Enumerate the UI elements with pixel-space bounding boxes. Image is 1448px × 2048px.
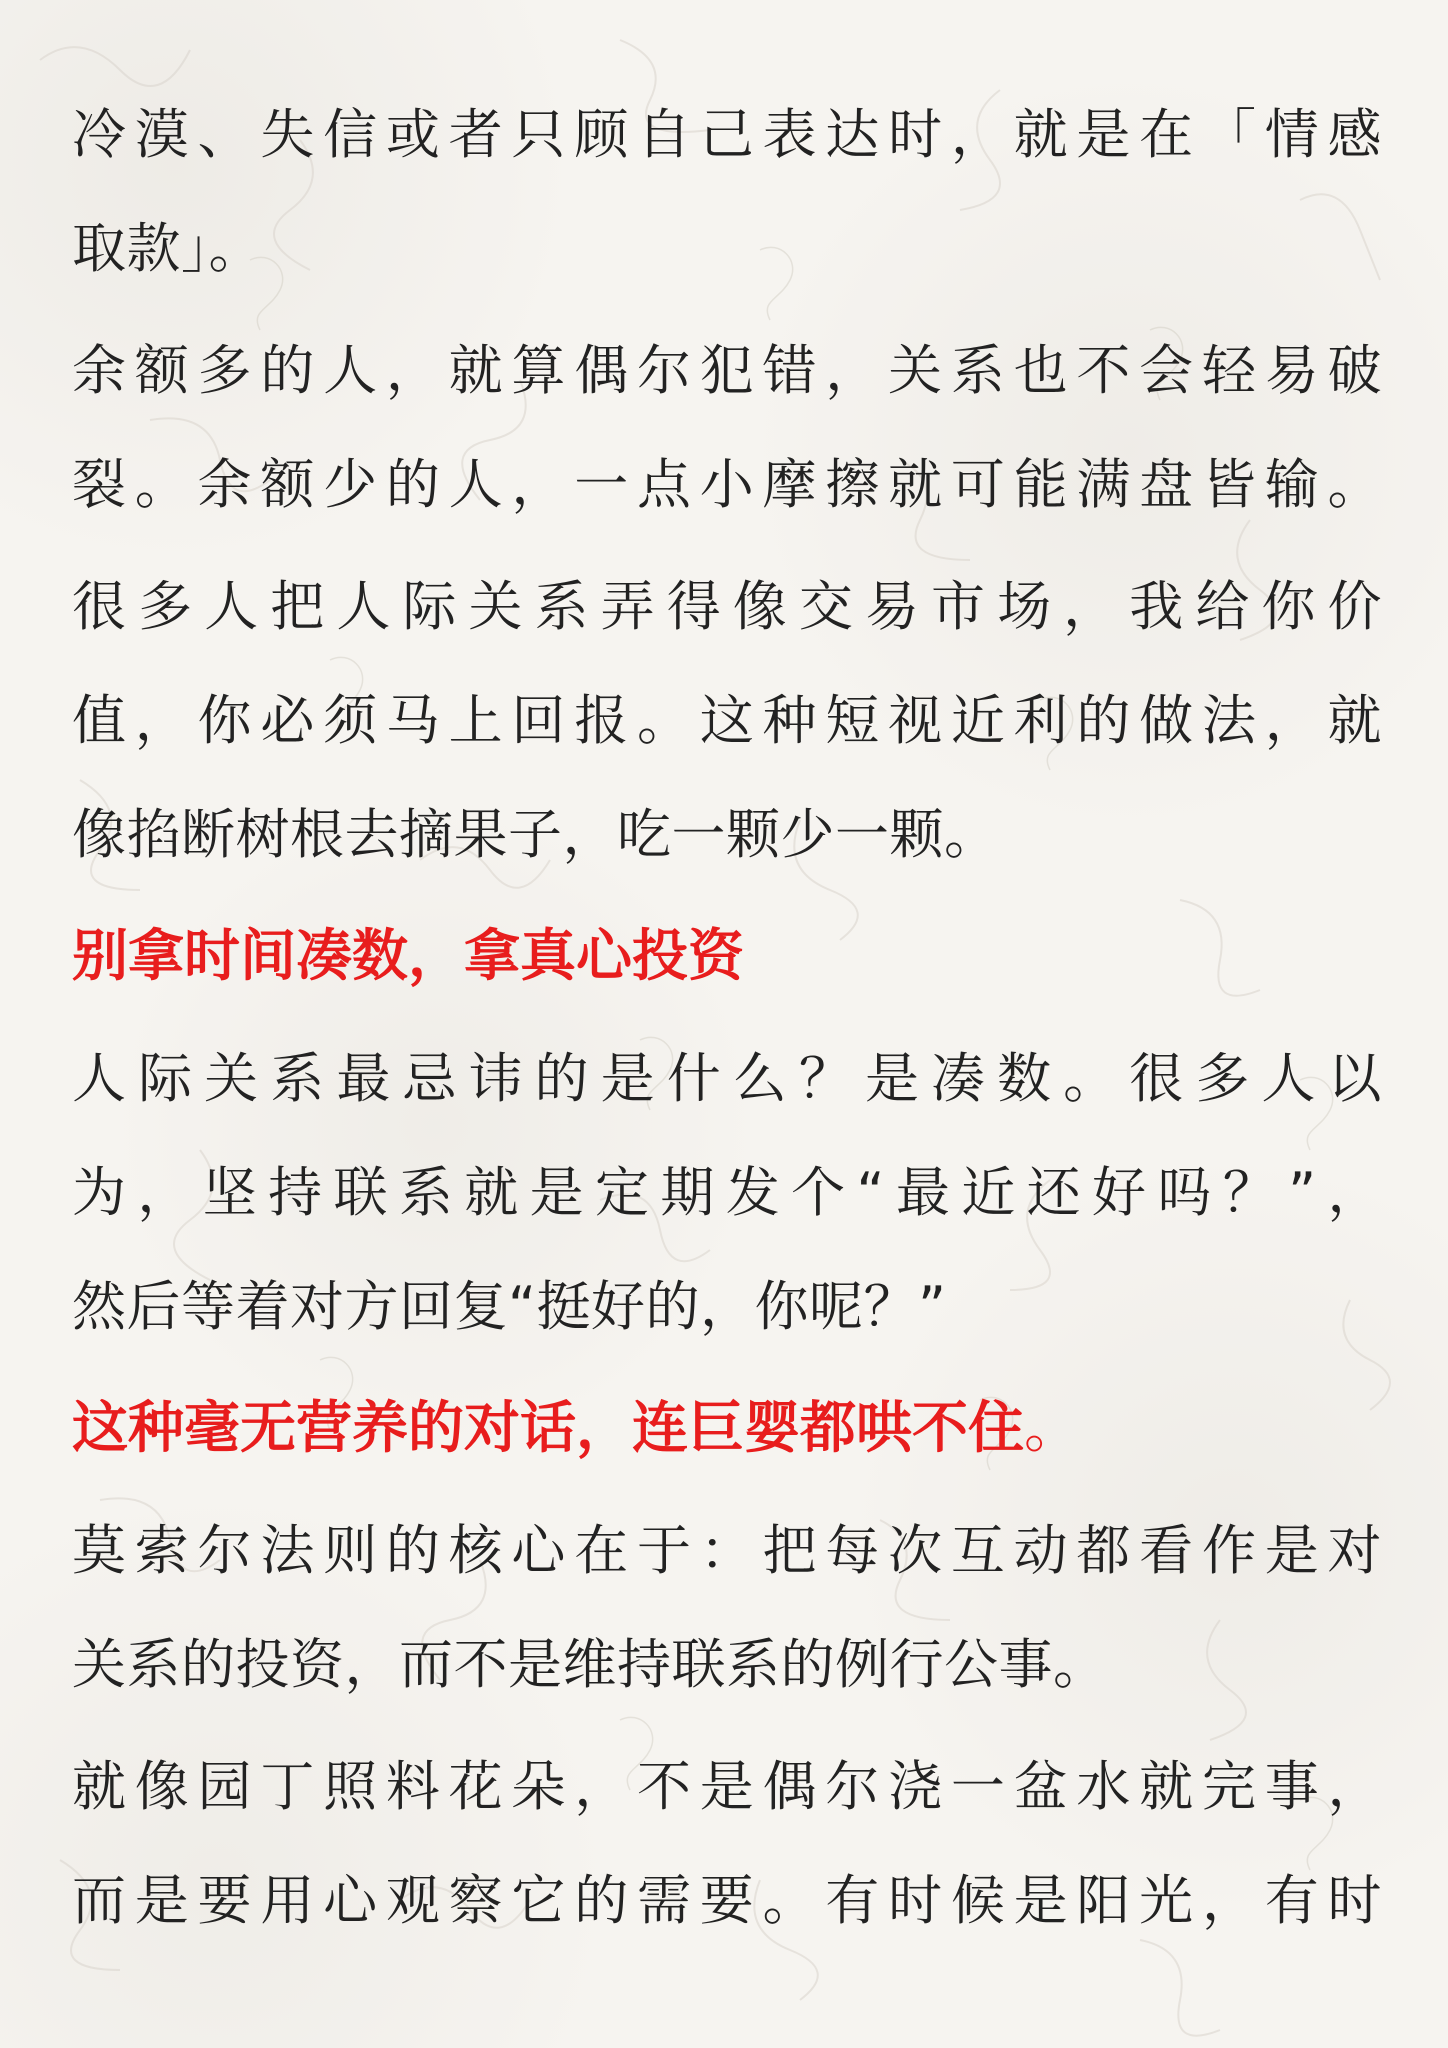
paragraph-line: 然后等着对方回复“挺好的，你呢？” bbox=[72, 1275, 947, 1338]
paragraph-line: 人际关系最忌讳的是什么？是凑数。很多人以 bbox=[72, 1047, 1382, 1110]
paragraph-line: 很多人把人际关系弄得像交易市场，我给你价 bbox=[72, 575, 1382, 638]
highlight-period: 。 bbox=[1024, 1396, 1080, 1461]
paragraph-line: 关系的投资，而不是维持联系的例行公事。 bbox=[72, 1633, 1108, 1696]
paragraph-line: 就像园丁照料花朵，不是偶尔浇一盆水就完事， bbox=[72, 1755, 1382, 1818]
paragraph-line: 而是要用心观察它的需要。有时候是阳光，有时 bbox=[72, 1869, 1382, 1932]
paragraph-balance bbox=[72, 314, 1382, 542]
paragraph-line: 裂。余额少的人，一点小摩擦就可能满盘皆输。 bbox=[72, 453, 1382, 516]
paragraph-transaction bbox=[72, 550, 1382, 892]
paragraph-line: 值，你必须马上回报。这种短视近利的做法，就 bbox=[72, 689, 1382, 752]
highlight-sentence bbox=[72, 1372, 1382, 1486]
highlight-text: 这种毫无营养的对话，连巨婴都哄不住 bbox=[72, 1396, 1024, 1461]
paragraph-filler-contact bbox=[72, 1022, 1382, 1364]
paragraph-gardener bbox=[72, 1730, 1382, 1958]
section-heading: 别拿时间凑数，拿真心投资 bbox=[72, 924, 744, 989]
article-body bbox=[72, 78, 1382, 1966]
paragraph-line: 取款」。 bbox=[72, 217, 263, 280]
paragraph-emotional-withdrawal bbox=[72, 78, 1382, 306]
paragraph-line: 莫索尔法则的核心在于：把每次互动都看作是对 bbox=[72, 1519, 1382, 1582]
paragraph-line: 为，坚持联系就是定期发个“最近还好吗？”， bbox=[72, 1161, 1382, 1224]
paragraph-line: 像掐断树根去摘果子，吃一颗少一颗。 bbox=[72, 803, 999, 866]
paragraph-line: 余额多的人，就算偶尔犯错，关系也不会轻易破 bbox=[72, 339, 1382, 402]
paragraph-mosol-law bbox=[72, 1494, 1382, 1722]
paragraph-line: 冷漠、失信或者只顾自己表达时，就是在「情感 bbox=[72, 103, 1382, 166]
